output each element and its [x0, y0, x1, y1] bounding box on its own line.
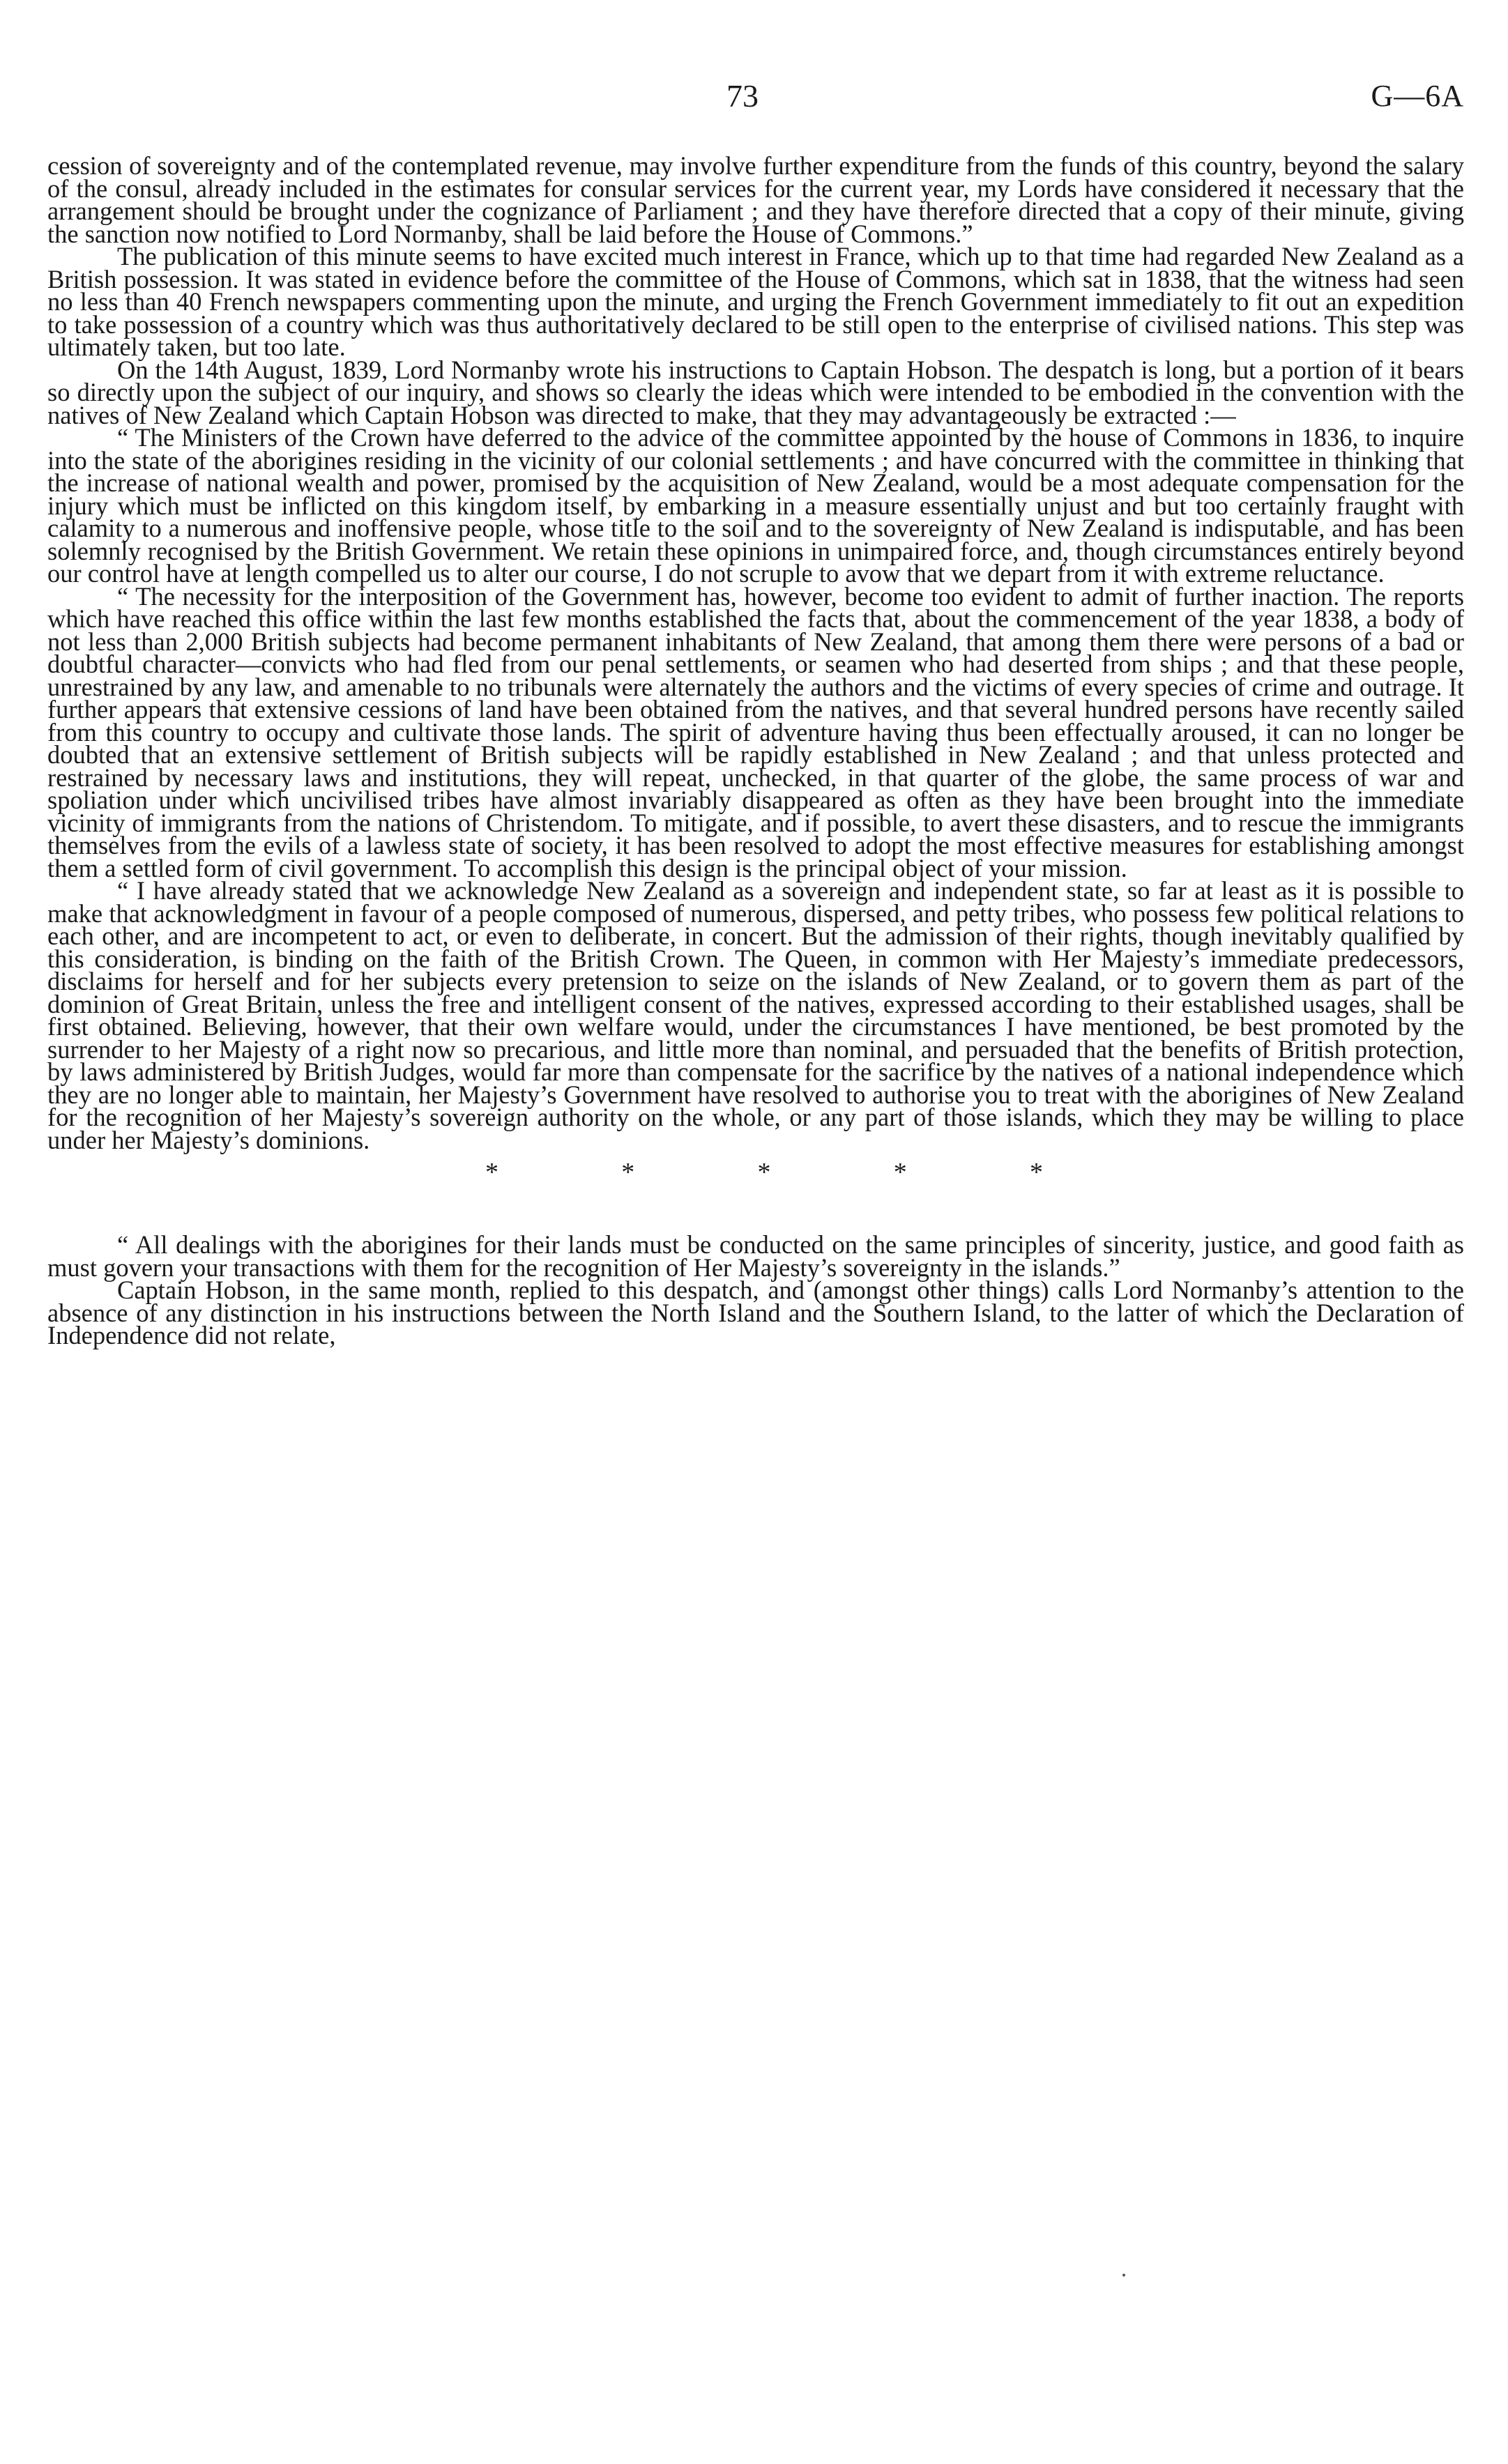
- paragraph: Captain Hobson, in the same month, replied to this despatch, and (amongst other things) calls Lord Normanby’s attention to the absence of any distinction in his instructions between the North Island and the Southern Island, to the latter of which the Declaration of Independence did not relate,: [47, 1276, 1464, 1349]
- omission-asterisks: [485, 1158, 1043, 1186]
- paragraph: On the 14th August, 1839, Lord Normanby wrote his instructions to Captain Hobson. The despatch is long, but a portion of it bears so directly upon the subject of our inquiry, and shows so clearly the ideas which were intended to be embodied in the convention with the natives of New Zealand which Captain Hobson was directed to make, that they may advantageously be extracted :—: [47, 355, 1464, 429]
- paragraph: cession of sovereignty and of the contemplated revenue, may involve further expenditure from the funds of this country, beyond the salary of the consul, already included in the estimates for consular services for the current year, my Lords have considered it necessary that the arrangement should be brought under the cognizance of Parliament ; and they have therefore directed that a copy of their minute, giving the sanction now notified to Lord Normanby, shall be laid before the House of Commons.”: [47, 151, 1464, 248]
- quoted-paragraph: “ I have already stated that we acknowledge New Zealand as a sovereign and independent state, so far at least as it is possible to make that acknowledgment in favour of a people composed of numerous, dispersed, and petty tribes, who possess few political relations to each other, and are incompetent to act, or even to deliberate, in concert. But the admission of their rights, though inevitably qualified by this consideration, is binding on the faith of the British Crown. The Queen, in common with Her Majesty’s immediate predecessors, disclaims for herself and for her subjects every pretension to seize on the islands of New Zealand, or to govern them as part of the dominion of Great Britain, unless the free and intelligent consent of the natives, expressed according to their established usages, shall be first obtained. Believing, however, that their own welfare would, under the circumstances I have mentioned, be best promoted by the surrender to her Majesty of a right now so precarious, and little more than nominal, and persuaded that the benefits of British protection, by laws administered by British Judges, would far more than compensate for the sacrifice by the natives of a national independence which they are no longer able to maintain, her Majesty’s Government have resolved to authorise you to treat with the aborigines of New Zealand for the recognition of her Majesty’s sovereign authority on the whole, or any part of those islands, which they may be willing to place under her Majesty’s dominions.: [47, 876, 1464, 1154]
- asterisk: *: [757, 1158, 771, 1187]
- asterisk: *: [621, 1158, 635, 1187]
- document-body: [47, 151, 1464, 1349]
- document-reference: G—6A: [1371, 79, 1464, 113]
- spacer: [47, 1186, 1464, 1234]
- asterisk: *: [485, 1158, 498, 1187]
- quoted-paragraph: “ The Ministers of the Crown have deferred to the advice of the committee appointed by the house of Commons in 1836, to inquire into the state of the aborigines residing in the vicinity of our colonial settlements ; and have concurred with the committee in thinking that the increase of national wealth and power, promised by the acquisition of New Zealand, would be a most adequate compensation for the injury which must be inflicted on this kingdom itself, by embarking in a measure essentially unjust and but too certainly fraught with calamity to a numerous and inoffensive people, whose title to the soil and to the sovereignty of New Zealand is indisputable, and has been solemnly recognised by the British Government. We retain these opinions in unimpaired force, and, though circumstances entirely beyond our control have at length compelled us to alter our course, I do not scruple to avow that we depart from it with extreme reluctance.: [47, 423, 1464, 588]
- page-number: 73: [726, 78, 759, 114]
- asterisk: *: [1030, 1158, 1043, 1187]
- quoted-paragraph: “ All dealings with the aborigines for their lands must be conducted on the same principles of sincerity, justice, and good faith as must govern your transactions with them for the recognition of Her Majesty’s sovereignty in the islands.”: [47, 1230, 1464, 1282]
- ink-speck: [1122, 2274, 1125, 2276]
- asterisk: *: [893, 1158, 907, 1187]
- quoted-paragraph: “ The necessity for the interposition of the Government has, however, become too evident to admit of further inaction. The reports which have reached this office within the last few months established the facts that, about the commencement of the year 1838, a body of not less than 2,000 British subjects had become permanent inhabitants of New Zealand, that among them there were persons of a bad or doubtful character—convicts who had fled from our penal settlements, or seamen who had deserted from ships ; and that these people, unrestrained by any law, and amenable to no tribunals were alternately the authors and the victims of every species of crime and outrage. It further appears that extensive cessions of land have been obtained from the natives, and that several hundred persons have recently sailed from this country to occupy and cultivate those lands. The spirit of adventure having thus been effectually aroused, it can no longer be doubted that an extensive settlement of British subjects will be rapidly established in New Zealand ; and that unless protected and restrained by necessary laws and institutions, they will repeat, unchecked, in that quarter of the globe, the same process of war and spoliation under which uncivilised tribes have almost invariably disappeared as often as they have been brought into the immediate vicinity of immigrants from the nations of Christendom. To mitigate, and if possible, to avert these disasters, and to rescue the immigrants themselves from the evils of a lawless state of society, it has been resolved to adopt the most effective measures for establishing amongst them a settled form of civil government. To accomplish this design is the principal object of your mission.: [47, 581, 1464, 882]
- paragraph: The publication of this minute seems to have excited much interest in France, which up to that time had regarded New Zealand as a British possession. It was stated in evidence before the committee of the House of Commons, which sat in 1838, that the witness had seen no less than 40 French newspapers commenting upon the minute, and urging the French Government immediately to fit out an expedition to take possession of a country which was thus authoritatively declared to be still open to the enterprise of civilised nations. This step was ultimately taken, but too late.: [47, 242, 1464, 361]
